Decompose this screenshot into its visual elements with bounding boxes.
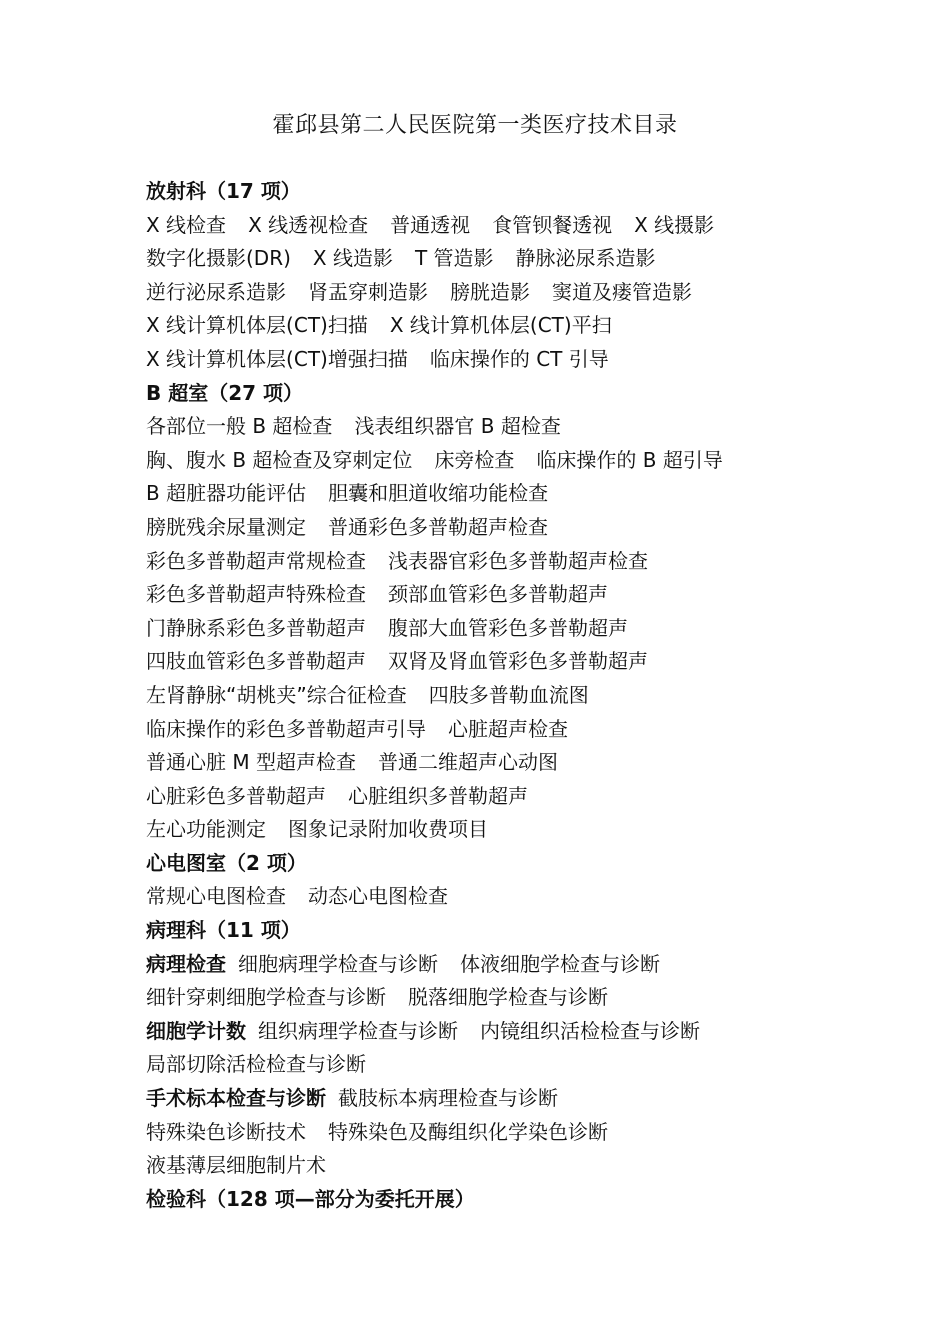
procedure-item: 逆行泌尿系造影 (146, 279, 286, 304)
text-line (146, 880, 926, 914)
text-line (146, 948, 926, 982)
text-line (146, 276, 926, 310)
procedure-item: 胆囊和胆道收缩功能检查 (328, 481, 549, 506)
procedure-item: 胸、腹水 B 超检查及穿刺定位 (146, 447, 413, 472)
procedure-item: 双肾及肾血管彩色多普勒超声 (388, 649, 648, 674)
procedure-item: 脱落细胞学检查与诊断 (408, 985, 608, 1010)
procedure-item: 心脏彩色多普勒超声 (146, 783, 326, 808)
text-line (146, 679, 926, 713)
subsection-label: 细胞学计数 (146, 1018, 246, 1043)
procedure-item: 液基薄层细胞制片术 (146, 1153, 326, 1178)
procedure-item: 静脉泌尿系造影 (515, 246, 656, 271)
procedure-item: 左心功能测定 (146, 817, 266, 842)
procedure-item: 浅表组织器官 B 超检查 (354, 414, 561, 439)
procedure-item: 临床操作的 B 超引导 (536, 447, 723, 472)
procedure-item: 临床操作的 CT 引导 (429, 346, 609, 371)
section-heading: 放射科（17 项） (146, 179, 301, 203)
procedure-item: 内镜组织活检检查与诊断 (480, 1018, 700, 1043)
procedure-item: 普通二维超声心动图 (377, 750, 558, 775)
procedure-item: X 线计算机体层(CT)扫描 (146, 313, 368, 338)
text-line (146, 813, 926, 847)
procedure-item: 腹部大血管彩色多普勒超声 (388, 615, 628, 640)
section-heading: 心电图室（2 项） (146, 850, 307, 875)
procedure-item: 左肾静脉“胡桃夹”综合征检查 (146, 682, 407, 707)
text-line (146, 444, 926, 478)
procedure-item: 细胞病理学检查与诊断 (238, 951, 438, 976)
text-line (146, 780, 926, 814)
procedure-item: 四肢血管彩色多普勒超声 (146, 649, 366, 674)
procedure-item: X 线计算机体层(CT)平扫 (389, 313, 612, 338)
procedure-item: X 线计算机体层(CT)增强扫描 (146, 346, 408, 371)
procedure-item: T 管造影 (414, 246, 494, 271)
procedure-item: X 线透视检查 (248, 212, 369, 237)
text-line (146, 1116, 926, 1150)
procedure-item: 浅表器官彩色多普勒超声检查 (388, 548, 648, 573)
procedure-item: 数字化摄影(DR) (146, 246, 291, 271)
text-line (146, 343, 926, 377)
procedure-item: 四肢多普勒血流图 (428, 682, 589, 707)
text-line (146, 477, 926, 511)
procedure-item: 临床操作的彩色多普勒超声引导 (146, 716, 426, 741)
document-body (146, 175, 926, 1216)
subsection-label: 手术标本检查与诊断 (146, 1086, 326, 1111)
text-line (146, 612, 926, 646)
procedure-item: 体液细胞学检查与诊断 (460, 951, 660, 976)
text-line (146, 545, 926, 579)
procedure-item: 动态心电图检查 (308, 884, 448, 909)
procedure-item: 普通心脏 M 型超声检查 (146, 750, 356, 775)
procedure-item: 膀胱残余尿量测定 (146, 514, 306, 539)
section-heading: B 超室（27 项） (146, 380, 304, 405)
procedure-item: 各部位一般 B 超检查 (146, 414, 333, 439)
procedure-item: X 线造影 (312, 246, 393, 271)
document-title: 霍邱县第二人民医院第一类医疗技术目录 (272, 113, 678, 138)
text-line (146, 309, 926, 343)
text-line (146, 578, 926, 612)
procedure-item: 彩色多普勒超声常规检查 (146, 548, 366, 573)
procedure-item: 特殊染色诊断技术 (146, 1119, 306, 1144)
procedure-item: 门静脉系彩色多普勒超声 (146, 615, 366, 640)
procedure-item: 膀胱造影 (450, 279, 530, 304)
section-heading: 病理科（11 项） (146, 918, 301, 943)
procedure-item: 细针穿刺细胞学检查与诊断 (146, 985, 386, 1010)
procedure-item: X 线检查 (146, 212, 227, 237)
text-line (146, 713, 926, 747)
procedure-item: 窦道及瘘管造影 (552, 279, 692, 304)
procedure-item: 彩色多普勒超声特殊检查 (146, 582, 366, 607)
text-line (146, 511, 926, 545)
text-line (146, 1082, 926, 1116)
procedure-item: 普通彩色多普勒超声检查 (328, 514, 548, 539)
procedure-item: 肾盂穿刺造影 (308, 279, 428, 304)
text-line (146, 242, 926, 276)
text-line (146, 209, 926, 243)
text-line (146, 645, 926, 679)
text-line (146, 1048, 926, 1082)
text-line (146, 410, 926, 444)
procedure-item: 组织病理学检查与诊断 (258, 1018, 458, 1043)
procedure-item: 床旁检查 (434, 447, 515, 472)
procedure-item: 特殊染色及酶组织化学染色诊断 (328, 1119, 608, 1144)
procedure-item: 常规心电图检查 (146, 884, 286, 909)
procedure-item: 心脏超声检查 (448, 716, 568, 741)
text-line (146, 746, 926, 780)
procedure-item: 截肢标本病理检查与诊断 (338, 1086, 558, 1111)
procedure-item: 心脏组织多普勒超声 (348, 783, 528, 808)
text-line (146, 981, 926, 1015)
procedure-item: 食管钡餐透视 (492, 212, 613, 237)
text-line (146, 1015, 926, 1049)
text-line (146, 1149, 926, 1183)
procedure-item: 图象记录附加收费项目 (288, 817, 488, 842)
procedure-item: 局部切除活检检查与诊断 (146, 1052, 366, 1077)
procedure-item: X 线摄影 (634, 212, 715, 237)
subsection-label: 病理检查 (146, 951, 226, 976)
procedure-item: 普通透视 (390, 212, 471, 237)
procedure-item: B 超脏器功能评估 (146, 481, 307, 506)
section-heading: 检验科（128 项—部分为委托开展） (146, 1186, 475, 1211)
procedure-item: 颈部血管彩色多普勒超声 (388, 582, 608, 607)
